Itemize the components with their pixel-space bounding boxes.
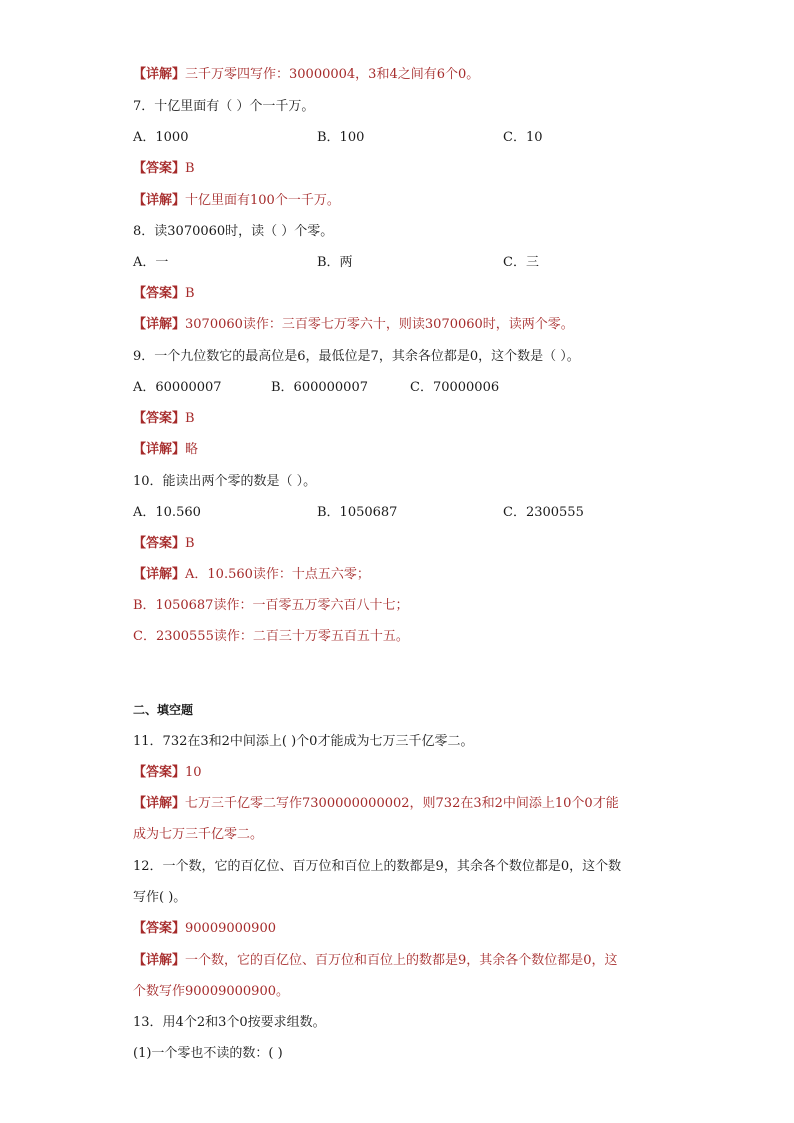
q10-detail-3: C．2300555读作：二百三十万零五百五十五。: [133, 629, 409, 644]
q12-detail-1: [133, 952, 618, 970]
q10-detail-2: B．1050687读作：一百零五万零六百八十七；: [133, 598, 409, 613]
detail-label: 【详解】: [133, 442, 186, 457]
q8-answer: [133, 285, 195, 303]
detail-text: A．10.560读作：十点五六零；: [185, 567, 370, 582]
q10-option-c: C．2300555: [503, 505, 584, 520]
q10-detail-1: [133, 566, 370, 584]
q9-option-b: B．600000007: [271, 380, 368, 395]
section-title: 二、填空题: [133, 703, 194, 717]
q8-option-b: B．两: [317, 255, 353, 270]
q12-question-1: 12．一个数，它的百亿位、百万位和百位上的数都是9，其余各个数位都是0，这个数: [133, 859, 622, 874]
q7-detail: [133, 192, 340, 210]
answer-value: 90009000900: [185, 921, 276, 936]
q10-option-a: A．10.560: [133, 505, 201, 520]
q12-answer: [133, 920, 276, 938]
detail-label: 【详解】: [133, 796, 186, 811]
detail-label: 【详解】: [133, 317, 186, 332]
q7-option-a: A．1000: [133, 130, 189, 145]
answer-label: 【答案】: [133, 536, 186, 551]
q7-answer: [133, 160, 195, 178]
q13-sub1: (1)一个零也不读的数：( ): [133, 1046, 283, 1061]
q10-question: 10．能读出两个零的数是（ ）。: [133, 474, 317, 489]
detail-label: 【详解】: [133, 953, 186, 968]
q13-question: 13．用4个2和3个0按要求组数。: [133, 1015, 326, 1030]
answer-label: 【答案】: [133, 161, 186, 176]
detail-text: 一个数，它的百亿位、百万位和百位上的数都是9，其余各个数位都是0，这: [185, 953, 618, 968]
q7-option-b: B．100: [317, 130, 365, 145]
q9-detail: [133, 441, 198, 459]
answer-value: B: [185, 286, 195, 301]
q12-detail-2: 个数写作90009000900。: [133, 984, 289, 999]
q9-option-c: C．70000006: [410, 380, 500, 395]
detail-text: 七万三千亿零二写作7300000000002，则732在3和2中间添上10个0才能: [185, 796, 619, 811]
answer-value: B: [185, 161, 195, 176]
q6-detail: [133, 66, 479, 84]
q8-option-a: A．一: [133, 255, 169, 270]
detail-text: 十亿里面有100个一千万。: [185, 193, 340, 208]
q12-question-2: 写作( )。: [133, 890, 187, 905]
q9-question: 9．一个九位数它的最高位是6，最低位是7，其余各位都是0，这个数是（ ）。: [133, 349, 580, 364]
q11-question: 11．732在3和2中间添上( )个0才能成为七万三千亿零二。: [133, 734, 474, 749]
q10-answer: [133, 535, 195, 553]
q7-option-c: C．10: [503, 130, 543, 145]
q8-detail: [133, 316, 574, 334]
answer-value: B: [185, 411, 195, 426]
answer-label: 【答案】: [133, 286, 186, 301]
detail-text: 三千万零四写作：30000004，3和4之间有6个0。: [185, 67, 480, 82]
detail-label: 【详解】: [133, 193, 186, 208]
q10-option-b: B．1050687: [317, 505, 398, 520]
q11-detail-1: [133, 795, 619, 813]
q8-option-c: C．三: [503, 255, 539, 270]
q8-question: 8．读3070060时，读（ ）个零。: [133, 224, 334, 239]
answer-label: 【答案】: [133, 921, 186, 936]
answer-label: 【答案】: [133, 411, 186, 426]
detail-label: 【详解】: [133, 567, 186, 582]
detail-text: 3070060读作：三百零七万零六十，则读3070060时，读两个零。: [185, 317, 574, 332]
q7-question: 7．十亿里面有（ ）个一千万。: [133, 99, 315, 114]
answer-value: 10: [185, 765, 202, 780]
detail-text: 略: [185, 442, 199, 457]
q11-answer: [133, 764, 202, 782]
q9-option-a: A．60000007: [133, 380, 222, 395]
detail-label: 【详解】: [133, 67, 186, 82]
answer-label: 【答案】: [133, 765, 186, 780]
q11-detail-2: 成为七万三千亿零二。: [133, 827, 264, 842]
q9-answer: [133, 410, 195, 428]
answer-value: B: [185, 536, 195, 551]
